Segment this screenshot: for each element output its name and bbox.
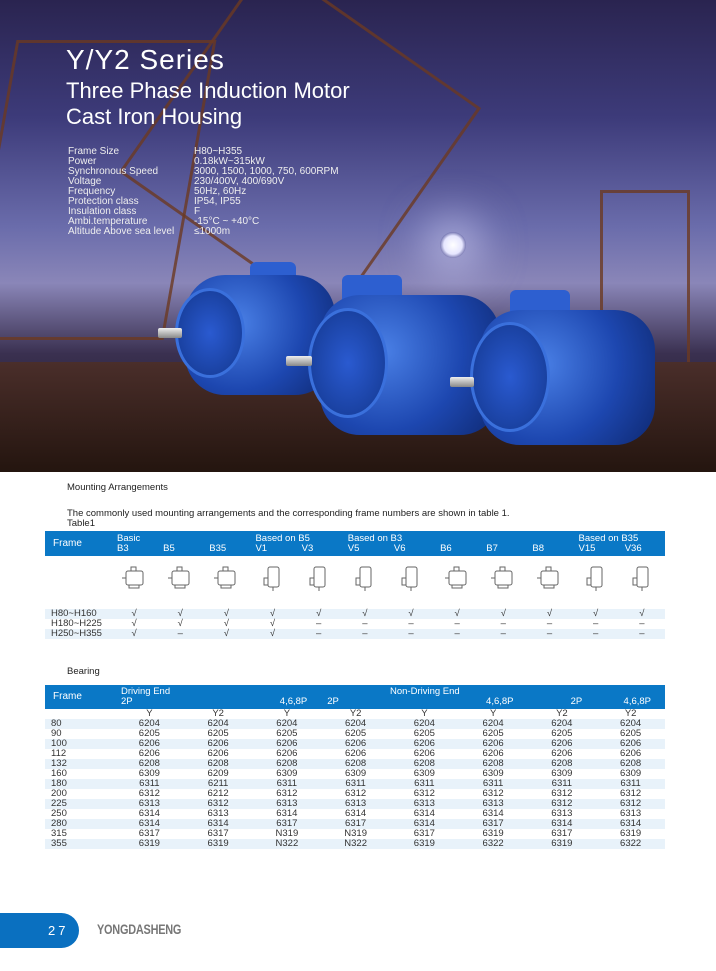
spec-value: 230/400V, 400/690V xyxy=(194,176,285,187)
series-header: Y2 xyxy=(349,708,362,719)
mount-availability: √ xyxy=(269,618,276,629)
frame-number: 100 xyxy=(45,739,115,749)
bearing-code: 6206 xyxy=(321,739,390,749)
bearing-code: 6319 xyxy=(184,839,253,849)
page-number: 27 xyxy=(48,923,69,938)
bearing-code: 6314 xyxy=(138,808,160,819)
bearing-code: 6311 xyxy=(459,779,528,789)
bearing-code: 6208 xyxy=(459,759,528,769)
bearing-code: 6311 xyxy=(596,779,665,789)
series-header: Y2 xyxy=(212,708,224,719)
brand-logo: YONGDASHENG xyxy=(97,921,182,937)
mount-availability: – xyxy=(619,629,665,639)
frame-number: 280 xyxy=(45,819,115,829)
spec-value: ≤1000m xyxy=(194,226,231,237)
bearing-row xyxy=(45,839,665,849)
bearing-code: 6314 xyxy=(390,819,459,829)
bearing-code: 6312 xyxy=(184,799,253,809)
mount-availability: – xyxy=(157,629,203,639)
bearing-code: 6312 xyxy=(596,799,665,809)
mounting-heading: Mounting Arrangements xyxy=(67,482,168,493)
series-header: Y xyxy=(146,708,153,719)
bearing-code: 6313 xyxy=(459,799,528,809)
series-header: Y xyxy=(421,708,428,719)
non-driving-end-header: Non-Driving End xyxy=(390,685,665,697)
series-header: Y2 xyxy=(624,708,637,719)
mounting-code-b6: B6 xyxy=(434,544,480,556)
bearing-code: 6317 xyxy=(551,828,573,839)
table1-label: Table1 xyxy=(67,518,95,529)
bearing-code: 6206 xyxy=(253,739,322,749)
bearing-code: 6205 xyxy=(413,728,435,739)
mounting-code-v5: V5 xyxy=(342,544,388,556)
bearing-code: 6311 xyxy=(390,779,459,789)
spec-label: Synchronous Speed xyxy=(68,166,159,177)
bearing-code: 6309 xyxy=(138,768,160,779)
mount-availability: √ xyxy=(249,609,295,619)
bearing-code: 6205 xyxy=(276,728,298,739)
spec-label: Ambi.temperature xyxy=(68,216,148,227)
mount-availability: √ xyxy=(111,609,157,619)
bearing-code: 6317 xyxy=(207,828,229,839)
bearing-code: 6206 xyxy=(115,739,184,749)
bearing-code: 6206 xyxy=(482,748,504,759)
bearing-code: 6206 xyxy=(207,748,229,759)
bearing-code: 6311 xyxy=(253,779,322,789)
mounting-code-b3: B3 xyxy=(111,544,157,556)
bearing-code: 6212 xyxy=(207,788,229,799)
bearing-code: 6312 xyxy=(276,788,298,799)
pole-header: 4,6,8P xyxy=(596,697,665,709)
mount-availability: √ xyxy=(203,609,249,619)
spec-value: H80~H355 xyxy=(194,146,243,157)
frame-range: H250~H355 xyxy=(45,629,111,639)
spec-list xyxy=(68,147,339,237)
bearing-code: 6319 xyxy=(115,839,184,849)
bearing-code: 6314 xyxy=(276,808,298,819)
bearing-code: 6314 xyxy=(184,819,253,829)
mount-availability: √ xyxy=(177,618,183,629)
frame-range: H180~H225 xyxy=(51,618,102,629)
bearing-code: 6206 xyxy=(528,739,597,749)
series-header: Y xyxy=(489,708,497,719)
mount-b6-icon xyxy=(444,564,470,592)
product-subtitle: Three Phase Induction Motor xyxy=(66,78,350,103)
pole-header: 2P xyxy=(115,697,184,709)
bearing-code: 6204 xyxy=(459,719,528,729)
bearing-code: 6317 xyxy=(253,819,322,829)
spec-label: Altitude Above sea level xyxy=(68,226,175,237)
bearing-code: 6206 xyxy=(184,739,253,749)
spec-value: F xyxy=(194,206,201,217)
mount-availability: √ xyxy=(296,609,342,619)
mount-availability: – xyxy=(639,618,645,629)
bearing-code: 6208 xyxy=(321,759,390,769)
bearing-code: 6317 xyxy=(413,828,435,839)
spec-label: Power xyxy=(68,156,97,167)
bearing-code: 6204 xyxy=(596,719,665,729)
mount-availability: √ xyxy=(157,609,203,619)
mounting-code-b35: B35 xyxy=(203,544,249,556)
bearing-code: 6205 xyxy=(138,728,160,739)
bearing-code: 6313 xyxy=(321,799,390,809)
mount-availability: √ xyxy=(203,629,249,639)
group-b5: Based on B5 xyxy=(249,531,341,544)
pole-header: 2P xyxy=(321,697,459,709)
spec-label: Frequency xyxy=(68,186,116,197)
mount-availability: √ xyxy=(111,629,157,639)
bearing-code: 6312 xyxy=(138,788,160,799)
bearing-code: 6206 xyxy=(276,748,298,759)
bearing-code: 6208 xyxy=(115,759,184,769)
mount-b3-icon xyxy=(121,564,147,592)
mounting-row xyxy=(45,629,665,639)
bearing-code: 6204 xyxy=(184,719,253,729)
spec-value: IP54, IP55 xyxy=(194,196,241,207)
bearing-code: 6206 xyxy=(390,739,459,749)
frame-number: 225 xyxy=(45,799,115,809)
mount-b8-icon xyxy=(536,564,562,592)
bearing-code: 6312 xyxy=(345,788,367,799)
mount-availability: √ xyxy=(131,618,137,629)
bearing-code: 6314 xyxy=(482,808,504,819)
mount-v3-icon xyxy=(306,564,332,592)
frame-number: 200 xyxy=(51,788,67,799)
bearing-code: 6209 xyxy=(207,768,229,779)
bearing-code: 6206 xyxy=(138,748,160,759)
bearing-code: 6204 xyxy=(115,719,184,729)
bearing-code: 6314 xyxy=(596,819,665,829)
bearing-code: 6206 xyxy=(620,748,642,759)
mount-availability: – xyxy=(342,629,388,639)
bearing-code: 6208 xyxy=(253,759,322,769)
mounting-code-v6: V6 xyxy=(388,544,434,556)
mounting-code-v15: V15 xyxy=(573,544,619,556)
bearing-code: 6314 xyxy=(115,819,184,829)
mount-availability: – xyxy=(454,618,460,629)
bearing-code: 6313 xyxy=(620,808,642,819)
bearing-code: 6204 xyxy=(528,719,597,729)
mount-v36-icon xyxy=(629,564,655,592)
mount-availability: – xyxy=(592,618,599,629)
mount-availability: – xyxy=(434,629,480,639)
mount-availability: √ xyxy=(249,629,295,639)
bearing-heading: Bearing xyxy=(67,666,100,677)
bearing-code: 6319 xyxy=(390,839,459,849)
mount-v6-icon xyxy=(398,564,424,592)
bearing-code: 6313 xyxy=(253,799,322,809)
mount-v15-icon xyxy=(583,564,609,592)
bearing-code: 6314 xyxy=(413,808,435,819)
mount-availability: – xyxy=(500,618,506,629)
bearing-code: 6309 xyxy=(482,768,504,779)
spec-label: Protection class xyxy=(68,196,139,207)
frame-header: Frame xyxy=(45,531,111,556)
frame-number: 80 xyxy=(45,719,115,729)
mount-availability: – xyxy=(296,629,342,639)
frame-number: 112 xyxy=(51,748,67,759)
mount-availability: √ xyxy=(573,609,619,619)
bearing-code: 6317 xyxy=(321,819,390,829)
bearing-code: 6205 xyxy=(551,728,573,739)
bearing-code: 6312 xyxy=(482,788,504,799)
mounting-code-v3: V3 xyxy=(296,544,342,556)
mount-v5-icon xyxy=(352,564,378,592)
bearing-code: 6205 xyxy=(207,728,229,739)
mounting-row xyxy=(45,609,665,619)
bearing-code: 6309 xyxy=(551,768,573,779)
bearing-code: 6309 xyxy=(413,768,435,779)
mount-availability: √ xyxy=(342,609,388,619)
pole-header: 4,6,8P xyxy=(184,697,322,709)
bearing-code: N322 xyxy=(321,839,390,849)
bearing-code: 6312 xyxy=(413,788,435,799)
bearing-code: 6204 xyxy=(321,719,390,729)
bearing-code: 6208 xyxy=(528,759,597,769)
spec-row xyxy=(68,227,339,237)
bearing-code: 6312 xyxy=(551,788,573,799)
bearing-code: 6322 xyxy=(459,839,528,849)
bearing-code: N319 xyxy=(344,828,367,839)
mount-availability: √ xyxy=(223,618,229,629)
bearing-code: 6322 xyxy=(596,839,665,849)
bearing-code: 6312 xyxy=(620,788,642,799)
frame-number: 180 xyxy=(45,779,115,789)
bearing-code: 6314 xyxy=(528,819,597,829)
series-title: Y/Y2 Series xyxy=(66,44,225,75)
mount-v1-icon xyxy=(260,564,286,592)
bearing-code: 6317 xyxy=(138,828,160,839)
driving-end-header: Driving End xyxy=(115,685,390,697)
bearing-code: 6313 xyxy=(207,808,229,819)
mounting-table xyxy=(45,531,665,639)
spec-value: -15°C ~ +40°C xyxy=(194,216,260,227)
bearing-code: 6208 xyxy=(390,759,459,769)
spec-value: 0.18kW~315kW xyxy=(194,156,265,167)
mount-availability: √ xyxy=(434,609,480,619)
bearing-code: 6206 xyxy=(596,739,665,749)
frame-number: 132 xyxy=(45,759,115,769)
bearing-code: 6204 xyxy=(253,719,322,729)
group-b35: Based on B35 xyxy=(573,531,665,544)
mount-b35-icon xyxy=(213,564,239,592)
bearing-code: 6311 xyxy=(528,779,597,789)
frame-number: 160 xyxy=(51,768,67,779)
mount-availability: – xyxy=(480,629,526,639)
mount-availability: – xyxy=(526,629,572,639)
mount-availability: – xyxy=(573,629,619,639)
bearing-code: 6205 xyxy=(482,728,504,739)
spec-value: 3000, 1500, 1000, 750, 600RPM xyxy=(194,166,339,177)
bearing-code: 6206 xyxy=(459,739,528,749)
group-basic: Basic xyxy=(111,531,157,544)
mount-availability: √ xyxy=(619,609,665,619)
spec-label: Insulation class xyxy=(68,206,137,217)
mount-availability: – xyxy=(546,618,553,629)
hero-banner xyxy=(0,0,716,472)
bearing-code: 6311 xyxy=(115,779,184,789)
mount-b7-icon xyxy=(490,564,516,592)
bearing-code: 6205 xyxy=(345,728,367,739)
mount-b5-icon xyxy=(167,564,193,592)
bearing-code: 6309 xyxy=(620,768,642,779)
frame-range: H80~H160 xyxy=(45,609,111,619)
bearing-code: 6311 xyxy=(321,779,390,789)
mounting-code-b7: B7 xyxy=(480,544,526,556)
mounting-icons-row xyxy=(45,556,665,609)
frame-number: 355 xyxy=(45,839,115,849)
bearing-code: 6211 xyxy=(184,779,253,789)
frame-number: 315 xyxy=(51,828,67,839)
bearing-code: 6205 xyxy=(620,728,642,739)
mount-availability: – xyxy=(316,618,322,629)
mounting-code-b5: B5 xyxy=(157,544,203,556)
mount-availability: √ xyxy=(388,609,434,619)
bearing-code: N322 xyxy=(253,839,322,849)
pole-header: 2P xyxy=(528,697,597,709)
spec-label: Frame Size xyxy=(68,146,120,157)
mounting-code-v1: V1 xyxy=(249,544,295,556)
mount-availability: √ xyxy=(480,609,526,619)
bearing-code: 6319 xyxy=(620,828,642,839)
mounting-code-v36: V36 xyxy=(619,544,665,556)
bearing-code: 6313 xyxy=(390,799,459,809)
mounting-row xyxy=(45,619,665,629)
series-header: Y xyxy=(283,708,291,719)
bearing-code: 6309 xyxy=(345,768,367,779)
bearing-code: 6208 xyxy=(596,759,665,769)
bearing-code: 6313 xyxy=(551,808,573,819)
bearing-code: 6206 xyxy=(413,748,435,759)
bearing-code: 6317 xyxy=(459,819,528,829)
bearing-code: 6208 xyxy=(184,759,253,769)
spec-value: 50Hz, 60Hz xyxy=(194,186,247,197)
bearing-code: 6313 xyxy=(115,799,184,809)
housing-subtitle: Cast Iron Housing xyxy=(66,104,243,129)
pole-header: 4,6,8P xyxy=(459,697,528,709)
mounting-intro: The commonly used mounting arrangements and the corresponding frame numbers are shown in table 1. xyxy=(67,508,510,519)
mount-availability: – xyxy=(362,618,368,629)
mount-availability: – xyxy=(408,618,414,629)
mounting-code-b8: B8 xyxy=(526,544,572,556)
bearing-code: 6309 xyxy=(276,768,298,779)
bearing-code: 6206 xyxy=(345,748,367,759)
bearing-table xyxy=(45,685,665,849)
bearing-code: 6206 xyxy=(551,748,573,759)
bearing-code: 6314 xyxy=(345,808,367,819)
series-header: Y2 xyxy=(556,708,568,719)
bearing-code: 6319 xyxy=(528,839,597,849)
page-number-tab xyxy=(0,913,79,948)
frame-number: 90 xyxy=(51,728,62,739)
mount-availability: √ xyxy=(526,609,572,619)
bearing-code: 6319 xyxy=(482,828,504,839)
group-b3: Based on B3 xyxy=(342,531,434,544)
spec-label: Voltage xyxy=(68,176,102,187)
frame-number: 250 xyxy=(51,808,67,819)
mount-availability: – xyxy=(388,629,434,639)
bearing-code: N319 xyxy=(275,828,299,839)
bearing-code: 6204 xyxy=(390,719,459,729)
moon-glow xyxy=(440,232,466,258)
frame-header: Frame xyxy=(45,685,115,709)
bearing-code: 6312 xyxy=(528,799,597,809)
